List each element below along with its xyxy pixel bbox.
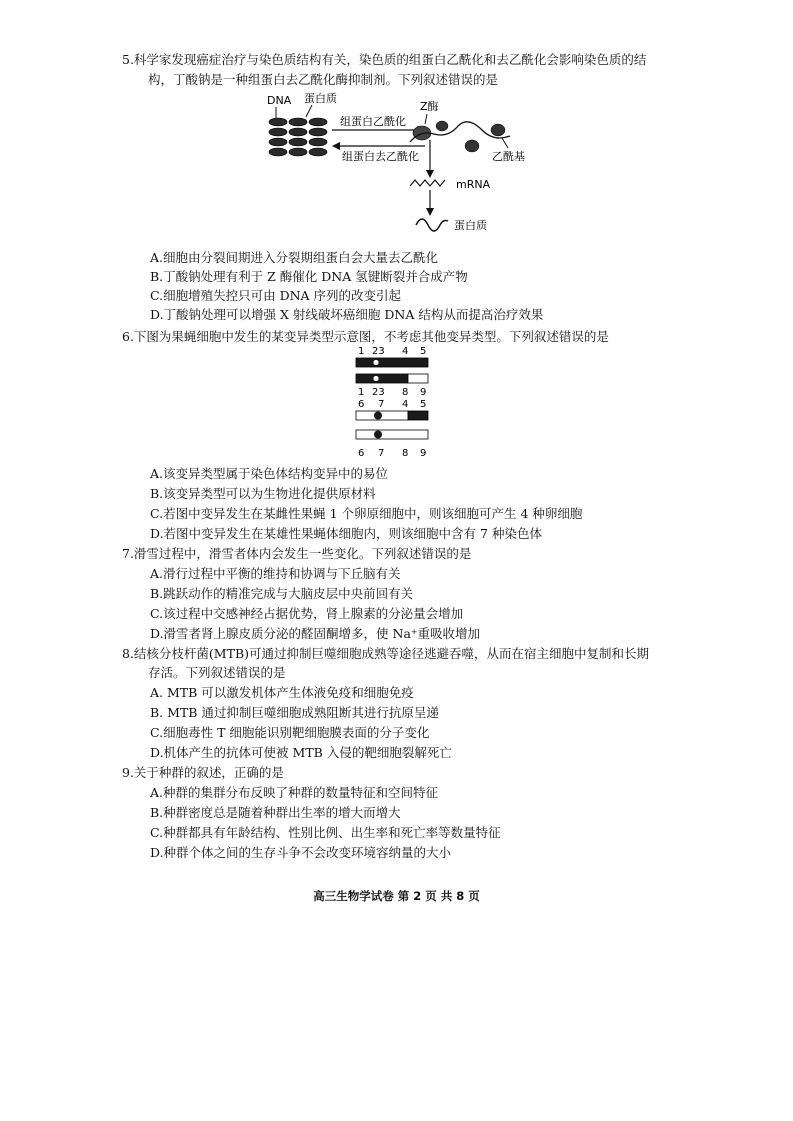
svg-text:5: 5 (420, 399, 427, 410)
question-8-option-b: B. MTB 通过抑制巨噬细胞成熟阻断其进行抗原呈递 (150, 705, 439, 720)
question-5-option-a: A.细胞由分裂间期进入分裂期组蛋白会大量去乙酰化 (150, 250, 439, 265)
question-8-option-c: C.细胞毒性 T 细胞能识别靶细胞膜表面的分子变化 (150, 725, 430, 740)
question-9-option-d: D.种群个体之间的生存斗争不会改变环境容纳量的大小 (150, 845, 452, 860)
question-5-option-c: C.细胞增殖失控只可由 DNA 序列的改变引起 (150, 288, 402, 303)
question-5-stem-line-1: 5.科学家发现癌症治疗与染色质结构有关，染色质的组蛋白乙酰化和去乙酰化会影响染色质的结 (122, 52, 647, 67)
question-8-stem-line-2: 存活。下列叙述错误的是 (148, 665, 286, 680)
question-5-stem-line-2: 构，丁酸钠是一种组蛋白去乙酰化酶抑制剂。下列叙述错误的是 (148, 72, 499, 87)
svg-text:4: 4 (402, 346, 409, 357)
label-protein: 蛋白质 (304, 92, 337, 105)
question-6-option-a: A.该变异类型属于染色体结构变异中的易位 (150, 466, 389, 481)
svg-text:1: 1 (358, 346, 365, 357)
label-acetylation: 组蛋白乙酰化 (340, 115, 406, 128)
svg-text:8: 8 (402, 448, 409, 459)
chromosome-normal-white (356, 430, 428, 439)
question-7-option-c: C.该过程中交感神经占据优势，肾上腺素的分泌量会增加 (150, 606, 464, 621)
svg-text:7: 7 (378, 399, 385, 410)
svg-text:23: 23 (372, 346, 385, 357)
question-7-option-d: D.滑雪者肾上腺皮质分泌的醛固酮增多，使 Na⁺重吸收增加 (150, 626, 481, 641)
question-8-stem-line-1: 8.结核分枝杆菌(MTB)可通过抑制巨噬细胞成熟等途径逃避吞噬，从而在宿主细胞中复制和长期 (122, 646, 650, 661)
question-7-option-b: B.跳跃动作的精准完成与大脑皮层中央前回有关 (150, 586, 414, 601)
svg-text:6: 6 (358, 399, 365, 410)
svg-text:9: 9 (420, 387, 427, 398)
chromosome-normal-black (356, 358, 428, 367)
question-9-option-c: C.种群都具有年龄结构、性别比例、出生率和死亡率等数量特征 (150, 825, 501, 840)
svg-text:4: 4 (402, 399, 409, 410)
svg-text:6: 6 (358, 448, 365, 459)
question-9-stem: 9.关于种群的叙述，正确的是 (122, 765, 284, 780)
chromosome-translocated-black (356, 374, 408, 383)
label-protein-product: 蛋白质 (454, 219, 487, 232)
question-9-option-b: B.种群密度总是随着种群出生率的增大而增大 (150, 805, 401, 820)
question-8-option-d: D.机体产生的抗体可使被 MTB 入侵的靶细胞裂解死亡 (150, 745, 452, 760)
svg-text:5: 5 (420, 346, 427, 357)
question-6-stem: 6.下图为果蝇细胞中发生的某变异类型示意图，不考虑其他变异类型。下列叙述错误的是 (122, 329, 609, 344)
question-7-stem: 7.滑雪过程中，滑雪者体内会发生一些变化。下列叙述错误的是 (122, 546, 472, 561)
question-5-option-b: B.丁酸钠处理有利于 Z 酶催化 DNA 氢键断裂并合成产物 (150, 269, 468, 284)
svg-text:23: 23 (372, 387, 385, 398)
question-5-option-d: D.丁酸钠处理可以增强 X 射线破坏癌细胞 DNA 结构从而提高治疗效果 (150, 307, 544, 322)
svg-text:8: 8 (402, 387, 409, 398)
label-acetyl: 乙酰基 (492, 150, 525, 163)
svg-text:1: 1 (358, 387, 365, 398)
question-7-option-a: A.滑行过程中平衡的维持和协调与下丘脑有关 (150, 566, 401, 581)
question-6-chromosome-figure (350, 344, 440, 460)
label-deacetylation: 组蛋白去乙酰化 (342, 150, 419, 163)
page-footer: 高三生物学试卷 第 2 页 共 8 页 (313, 889, 480, 903)
svg-text:9: 9 (420, 448, 427, 459)
svg-text:7: 7 (378, 448, 385, 459)
question-6-option-d: D.若图中变异发生在某雄性果蝇体细胞内，则该细胞中含有 7 种染色体 (150, 526, 542, 541)
label-dna: DNA (267, 94, 292, 107)
label-mrna: mRNA (456, 178, 491, 191)
question-6-option-c: C.若图中变异发生在某雌性果蝇 1 个卵原细胞中，则该细胞可产生 4 种卵细胞 (150, 506, 583, 521)
question-5-figure (262, 90, 527, 235)
question-6-option-b: B.该变异类型可以为生物进化提供原材料 (150, 486, 376, 501)
question-9-option-a: A.种群的集群分布反映了种群的数量特征和空间特征 (150, 785, 439, 800)
label-z-enzyme: Z酶 (420, 100, 439, 113)
question-8-option-a: A. MTB 可以激发机体产生体液免疫和细胞免疫 (150, 685, 414, 700)
